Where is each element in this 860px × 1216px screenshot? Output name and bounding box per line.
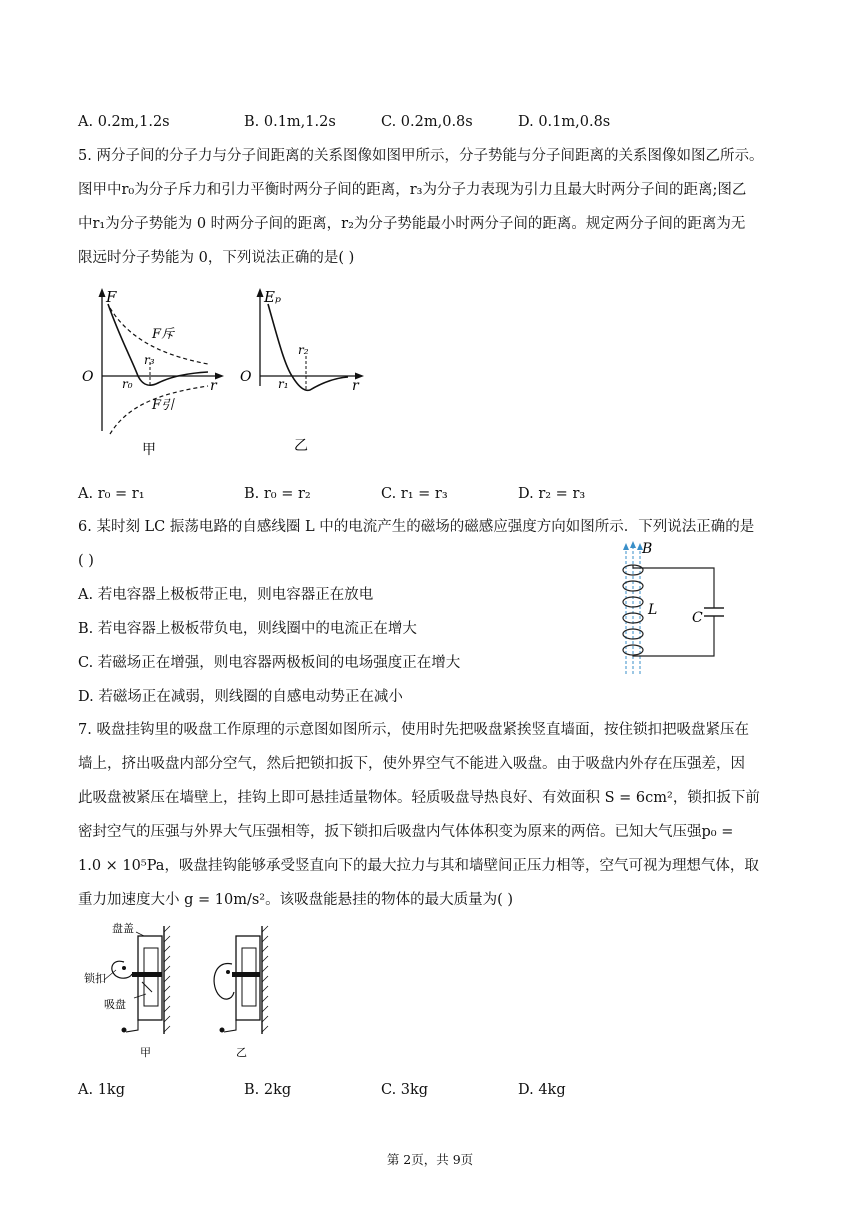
q5-option-c: C. r₁ = r₃ (381, 486, 448, 502)
force-distance-graph (80, 286, 230, 458)
q6-option-c: C. 若磁场正在增强，则电容器两极板间的电场强度正在增大 (78, 655, 461, 671)
lid-label: 盘盖 (112, 922, 134, 935)
q7-option-c: C. 3kg (381, 1082, 429, 1098)
q6-stem-line: ( ) (78, 553, 94, 569)
q5-option-d: D. r₂ = r₃ (518, 486, 586, 502)
ep-axis-label: Eₚ (264, 288, 281, 306)
q7-stem-line: 1.0 × 10⁵Pa，吸盘挂钩能够承受竖直向下的最大拉力与其和墙壁间正压力相等，空气可视为理想气体，取 (78, 858, 759, 874)
origin-label: O (82, 369, 94, 385)
suction-hook-figure (82, 922, 272, 1062)
r-axis-label: r (352, 378, 359, 394)
q4-option-d: D. 0.1m,0.8s (518, 114, 611, 130)
r1-label: r₁ (278, 377, 289, 391)
figure-caption-jia: 甲 (142, 442, 156, 458)
r-axis-label: r (210, 378, 217, 394)
q7-stem-line: 密封空气的压强与外界大气压强相等，扳下锁扣后吸盘内气体体积变为原来的两倍。已知大气压强p₀ = (78, 824, 734, 840)
q7-option-a: A. 1kg (78, 1082, 125, 1098)
q5-stem-line: 中r₁为分子势能为 0 时两分子间的距离，r₂为分子势能最小时两分子间的距离。规定两分子间的距离为无 (78, 216, 746, 232)
q5-option-a: A. r₀ = r₁ (78, 486, 145, 502)
q6-option-b: B. 若电容器上极板带负电，则线圈中的电流正在增大 (78, 621, 417, 637)
q4-option-c: C. 0.2m,0.8s (381, 114, 473, 130)
lock-label: 锁扣 (84, 972, 106, 985)
capacitor-label: C (692, 610, 703, 626)
q4-option-b: B. 0.1m,1.2s (244, 114, 336, 130)
q7-stem-line: 重力加速度大小 g = 10m/s²。该吸盘能悬挂的物体的最大质量为( ) (78, 892, 514, 908)
f-attractive-label: F引 (152, 398, 175, 413)
lc-circuit-figure (612, 538, 732, 680)
q6-option-d: D. 若磁场正在减弱，则线圈的自感电动势正在减小 (78, 689, 403, 705)
q5-stem-line: 限远时分子势能为 0，下列说法正确的是( ) (78, 250, 355, 266)
q7-stem-line: 此吸盘被紧压在墙壁上，挂钩上即可悬挂适量物体。轻质吸盘导热良好、有效面积 S = 6cm²，锁扣扳下前 (78, 790, 760, 806)
q7-option-d: D. 4kg (518, 1082, 566, 1098)
f-axis-label: F (106, 288, 117, 306)
figure-caption-jia: 甲 (140, 1046, 151, 1059)
q7-stem-line: 7. 吸盘挂钩里的吸盘工作原理的示意图如图所示，使用时先把吸盘紧挨竖直墙面，按住锁扣把吸盘紧压在 (78, 722, 749, 738)
q5-option-b: B. r₀ = r₂ (244, 486, 311, 502)
potential-energy-graph (236, 286, 371, 458)
q5-stem-line: 5. 两分子间的分子力与分子间距离的关系图像如图甲所示，分子势能与分子间距离的关系图像如图乙所示。 (78, 148, 764, 164)
q6-option-a: A. 若电容器上极板带正电，则电容器正在放电 (78, 587, 374, 603)
r3-label: r₃ (144, 353, 155, 367)
f-repulsive-label: F斥 (152, 327, 175, 342)
origin-label: O (240, 369, 252, 385)
cup-label: 吸盘 (104, 998, 126, 1011)
inductor-label: L (648, 602, 658, 618)
figure-caption-yi: 乙 (236, 1046, 247, 1059)
r2-label: r₂ (298, 343, 309, 357)
r0-label: r₀ (122, 377, 133, 391)
q4-option-a: A. 0.2m,1.2s (78, 114, 170, 130)
b-field-label: B (642, 541, 653, 557)
q5-stem-line: 图甲中r₀为分子斥力和引力平衡时两分子间的距离，r₃为分子力表现为引力且最大时两分子间的距离;图乙 (78, 182, 747, 198)
figure-caption-yi: 乙 (294, 438, 308, 454)
q7-stem-line: 墙上，挤出吸盘内部分空气，然后把锁扣扳下，使外界空气不能进入吸盘。由于吸盘内外存在压强差，因 (78, 756, 745, 772)
page-footer: 第 2页，共 9页 (386, 1152, 474, 1167)
q7-option-b: B. 2kg (244, 1082, 292, 1098)
q6-stem-line: 6. 某时刻 LC 振荡电路的自感线圈 L 中的电流产生的磁场的磁感应强度方向如图所示．下列说法正确的是 (78, 519, 755, 535)
